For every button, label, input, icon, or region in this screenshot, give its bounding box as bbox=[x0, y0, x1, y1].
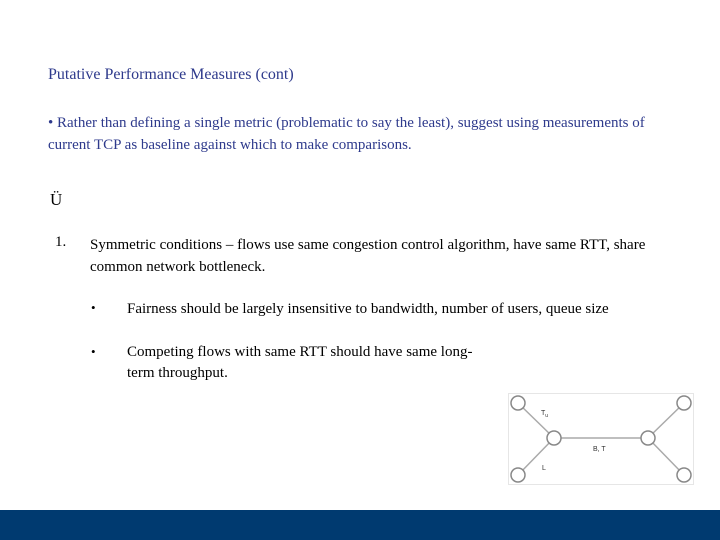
host-node bbox=[511, 396, 525, 410]
item-text: Symmetric conditions – flows use same congestion control algorithm, have same RTT, share common network bottleneck. bbox=[90, 237, 646, 275]
bullet-text: Competing flows with same RTT should have same long-term throughput. bbox=[127, 344, 473, 381]
footer-bar bbox=[0, 510, 720, 540]
bullet-text: Fairness should be largely insensitive to bandwidth, number of users, queue size bbox=[127, 301, 609, 317]
router-node bbox=[641, 431, 655, 445]
label-l: L bbox=[542, 465, 546, 472]
label-tu: $T_u$ bbox=[541, 410, 549, 419]
item-number: 1. bbox=[55, 234, 67, 250]
label-bt: B, T bbox=[593, 446, 606, 453]
symbol-glyph: Ü bbox=[50, 190, 63, 209]
host-node bbox=[677, 396, 691, 410]
host-node bbox=[677, 468, 691, 482]
slide-title: Putative Performance Measures (cont) bbox=[48, 66, 294, 83]
intro-paragraph: • Rather than defining a single metric (problematic to say the least), suggest using measurements of current TCP as baseline against which to make comparisons. bbox=[48, 115, 645, 153]
bullet-marker: • bbox=[91, 344, 96, 359]
host-node bbox=[511, 468, 525, 482]
router-node bbox=[547, 431, 561, 445]
bullet-marker: • bbox=[91, 300, 96, 315]
network-diagram bbox=[508, 393, 694, 485]
